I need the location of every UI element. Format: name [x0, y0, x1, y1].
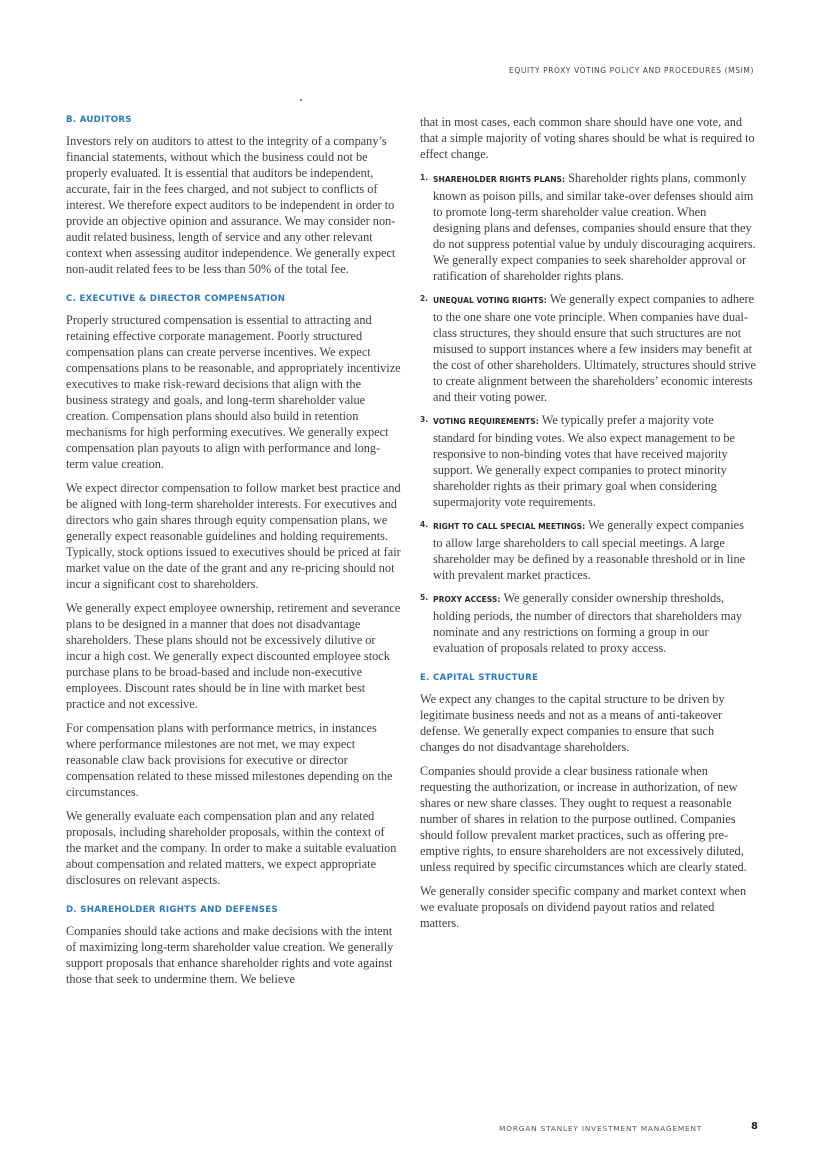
- list-item-text: We generally consider ownership thresholds, holding periods, the number of directors that shareholders may nominate and any restrictions on forming a group in our evaluation of proposals related to proxy access.: [433, 591, 743, 655]
- list-number: 5.: [420, 593, 429, 602]
- section-heading-compensation: C. EXECUTIVE & DIRECTOR COMPENSATION: [66, 294, 286, 304]
- auditors-paragraph: Investors rely on auditors to attest to the integrity of a company’s financial statements, without which the business could not be properly evaluated. It is essential that auditors be independent, accurate, fair in the fees charged, and not subject to conflicts of interest. We therefore expect auditors to be independent in order to provide an objective opinion and assurance. We may consider non-audit related business, length of service and any other relevant context when assessing auditor independence. We generally expect non-audit related fees to be less than 50% of the total fee.: [66, 134, 396, 276]
- list-number: 1.: [420, 173, 429, 182]
- list-item-shareholder-rights-plans: [420, 170, 756, 284]
- compensation-paragraph-5: We generally evaluate each compensation plan and any related proposals, including shareholder proposals, within the context of the market and the company. In order to make a suitable evaluation about compensation and related matters, we expect appropriate disclosures on relevant aspects.: [66, 809, 397, 887]
- capital-structure-paragraph-3: We generally consider specific company and market context when we evaluate proposals on dividend payout ratios and related matters.: [420, 884, 747, 930]
- compensation-paragraph-4: For compensation plans with performance metrics, in instances where performance milestones are not met, we may expect reasonable claw back provisions for executive or director compensation related to these missed milestones depending on the circumstances.: [66, 721, 393, 799]
- section-heading-shareholder-rights: D. SHAREHOLDER RIGHTS AND DEFENSES: [66, 905, 278, 915]
- list-item-proxy-access: [420, 590, 756, 656]
- section-heading-capital-structure: E. CAPITAL STRUCTURE: [420, 673, 539, 683]
- list-item-label: UNEQUAL VOTING RIGHTS:: [433, 296, 547, 305]
- compensation-paragraph-3: We generally expect employee ownership, retirement and severance plans to be designed in a manner that does not disadvantage shareholders. These plans should not be excessively dilutive or incur a high cost. We generally expect discounted employee stock purchase plans to be broad-based and include non-executive employees. Discount rates should be in line with market best practice and not excessive.: [66, 601, 401, 711]
- list-number: 4.: [420, 520, 429, 529]
- list-item-special-meetings: [420, 517, 756, 583]
- section-heading-auditors: B. AUDITORS: [66, 115, 132, 125]
- list-item-label: RIGHT TO CALL SPECIAL MEETINGS:: [433, 522, 586, 531]
- list-item-voting-requirements: [420, 412, 756, 510]
- list-item-label: PROXY ACCESS:: [433, 595, 501, 604]
- right-column: [420, 114, 756, 939]
- list-item-label: VOTING REQUIREMENTS:: [433, 417, 539, 426]
- compensation-paragraph-1: Properly structured compensation is essential to attracting and retaining effective corporate management. Poorly structured compensation plans can create perverse incentives. We expect compensations plans to be reasonable, and appropriately incentivize executives to make risk-reward decisions that align with the business strategy and goals, and long-term shareholder value creation. Compensation plans should also build in retention mechanisms for high performing executives. We generally expect compensation plan payouts to align with performance and long-term value creation.: [66, 313, 401, 471]
- list-item-unequal-voting-rights: [420, 291, 756, 405]
- shareholder-rights-intro: Companies should take actions and make decisions with the intent of maximizing long-term shareholder value creation. We generally support proposals that enhance shareholder rights and vote against those that seek to undermine them. We believe: [66, 924, 394, 986]
- running-header: EQUITY PROXY VOTING POLICY AND PROCEDURES (MSIM): [509, 66, 754, 75]
- page-number: 8: [751, 1121, 758, 1132]
- compensation-paragraph-2: We expect director compensation to follow market best practice and be aligned with long-term shareholder interests. For executives and directors who gain shares through equity compensation plans, we generally expect reasonable guidelines and holding requirements. Typically, stock options issued to executives should be priced at fair market value on the date of the grant and any re-pricing should not incur a significant cost to shareholders.: [66, 481, 401, 591]
- list-number: 2.: [420, 294, 429, 303]
- capital-structure-paragraph-2: Companies should provide a clear business rationale when requesting the authorization, or increase in authorization, of new shares or new share classes. They ought to request a reasonable number of shares in relation to the purpose outlined. Companies should follow prevalent market practices, such as offering pre-emptive rights, to ensure shareholders are not excessively diluted, unless required by specific circumstances which are clearly stated.: [420, 764, 747, 874]
- shareholder-rights-intro-continued: that in most cases, each common share should have one vote, and that a simple majority of voting shares should be what is required to effect change.: [420, 115, 755, 161]
- list-item-text: We generally expect companies to adhere to the one share one vote principle. When companies have dual-class structures, they should ensure that such structures are not misused to support instances where a few insiders may benefit at the cost of other shareholders. Ultimately, structures should strive to create alignment between the shareholders’ economic interests and their voting power.: [433, 292, 756, 404]
- list-item-text: Shareholder rights plans, commonly known as poison pills, and similar take-over defenses should aim to promote long-term shareholder value creation. When designing plans and defenses, companies should ensure that they do not suppress potential value by unduly discouraging acquirers. We generally expect companies to seek shareholder approval or ratification of shareholder rights plans.: [433, 171, 756, 283]
- left-column: [66, 114, 402, 995]
- capital-structure-paragraph-1: We expect any changes to the capital structure to be driven by legitimate business needs and not as a means of anti-takeover defense. We generally expect companies to ensure that such changes do not disadvantage shareholders.: [420, 692, 725, 754]
- list-item-label: SHAREHOLDER RIGHTS PLANS:: [433, 175, 566, 184]
- footer-brand: MORGAN STANLEY INVESTMENT MANAGEMENT: [499, 1124, 703, 1133]
- list-number: 3.: [420, 415, 429, 424]
- list-item-text: We generally expect companies to allow large shareholders to call special meetings. A large shareholder may be defined by a reasonable threshold or in line with prevalent market practices.: [433, 518, 746, 582]
- list-item-text: We typically prefer a majority vote standard for binding votes. We also expect management to be responsive to non-binding votes that have received majority support. We generally expect companies to protect minority shareholder rights as their primary goal when considering supermajority vote requirements.: [433, 413, 736, 509]
- stray-dot: [300, 99, 302, 101]
